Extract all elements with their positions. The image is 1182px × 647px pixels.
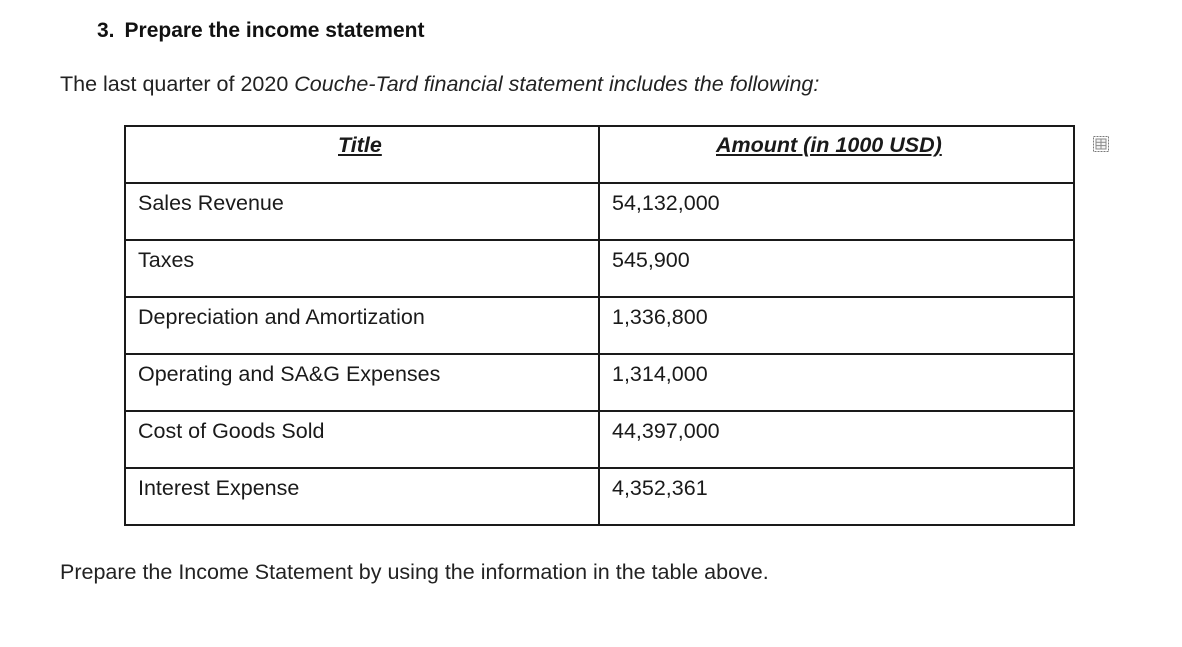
header-title: Title xyxy=(125,126,599,183)
header-amount: Amount (in 1000 USD) xyxy=(599,126,1074,183)
row-amount: 54,132,000 xyxy=(599,183,1074,240)
row-title: Interest Expense xyxy=(125,468,599,525)
intro-paragraph xyxy=(60,72,819,97)
row-amount: 545,900 xyxy=(599,240,1074,297)
row-title: Operating and SA&G Expenses xyxy=(125,354,599,411)
intro-after: financial statement includes the following: xyxy=(417,72,820,96)
section-number: 3. xyxy=(97,19,115,42)
row-title: Cost of Goods Sold xyxy=(125,411,599,468)
row-title: Sales Revenue xyxy=(125,183,599,240)
section-heading xyxy=(97,19,424,43)
table-row xyxy=(125,297,1074,354)
table-row xyxy=(125,240,1074,297)
table-row xyxy=(125,354,1074,411)
section-title: Prepare the income statement xyxy=(124,19,425,42)
intro-before: The last quarter of 2020 xyxy=(60,72,295,96)
row-amount: 4,352,361 xyxy=(599,468,1074,525)
row-amount: 1,336,800 xyxy=(599,297,1074,354)
table-grid-icon[interactable] xyxy=(1092,135,1110,153)
table-row xyxy=(125,183,1074,240)
row-amount: 1,314,000 xyxy=(599,354,1074,411)
financial-table xyxy=(124,125,1075,526)
row-title: Depreciation and Amortization xyxy=(125,297,599,354)
table-header-row xyxy=(125,126,1074,183)
row-amount: 44,397,000 xyxy=(599,411,1074,468)
row-title: Taxes xyxy=(125,240,599,297)
table-row xyxy=(125,468,1074,525)
intro-company: Couche-Tard xyxy=(294,72,418,96)
instruction-text: Prepare the Income Statement by using the information in the table above. xyxy=(60,560,769,584)
table-row xyxy=(125,411,1074,468)
